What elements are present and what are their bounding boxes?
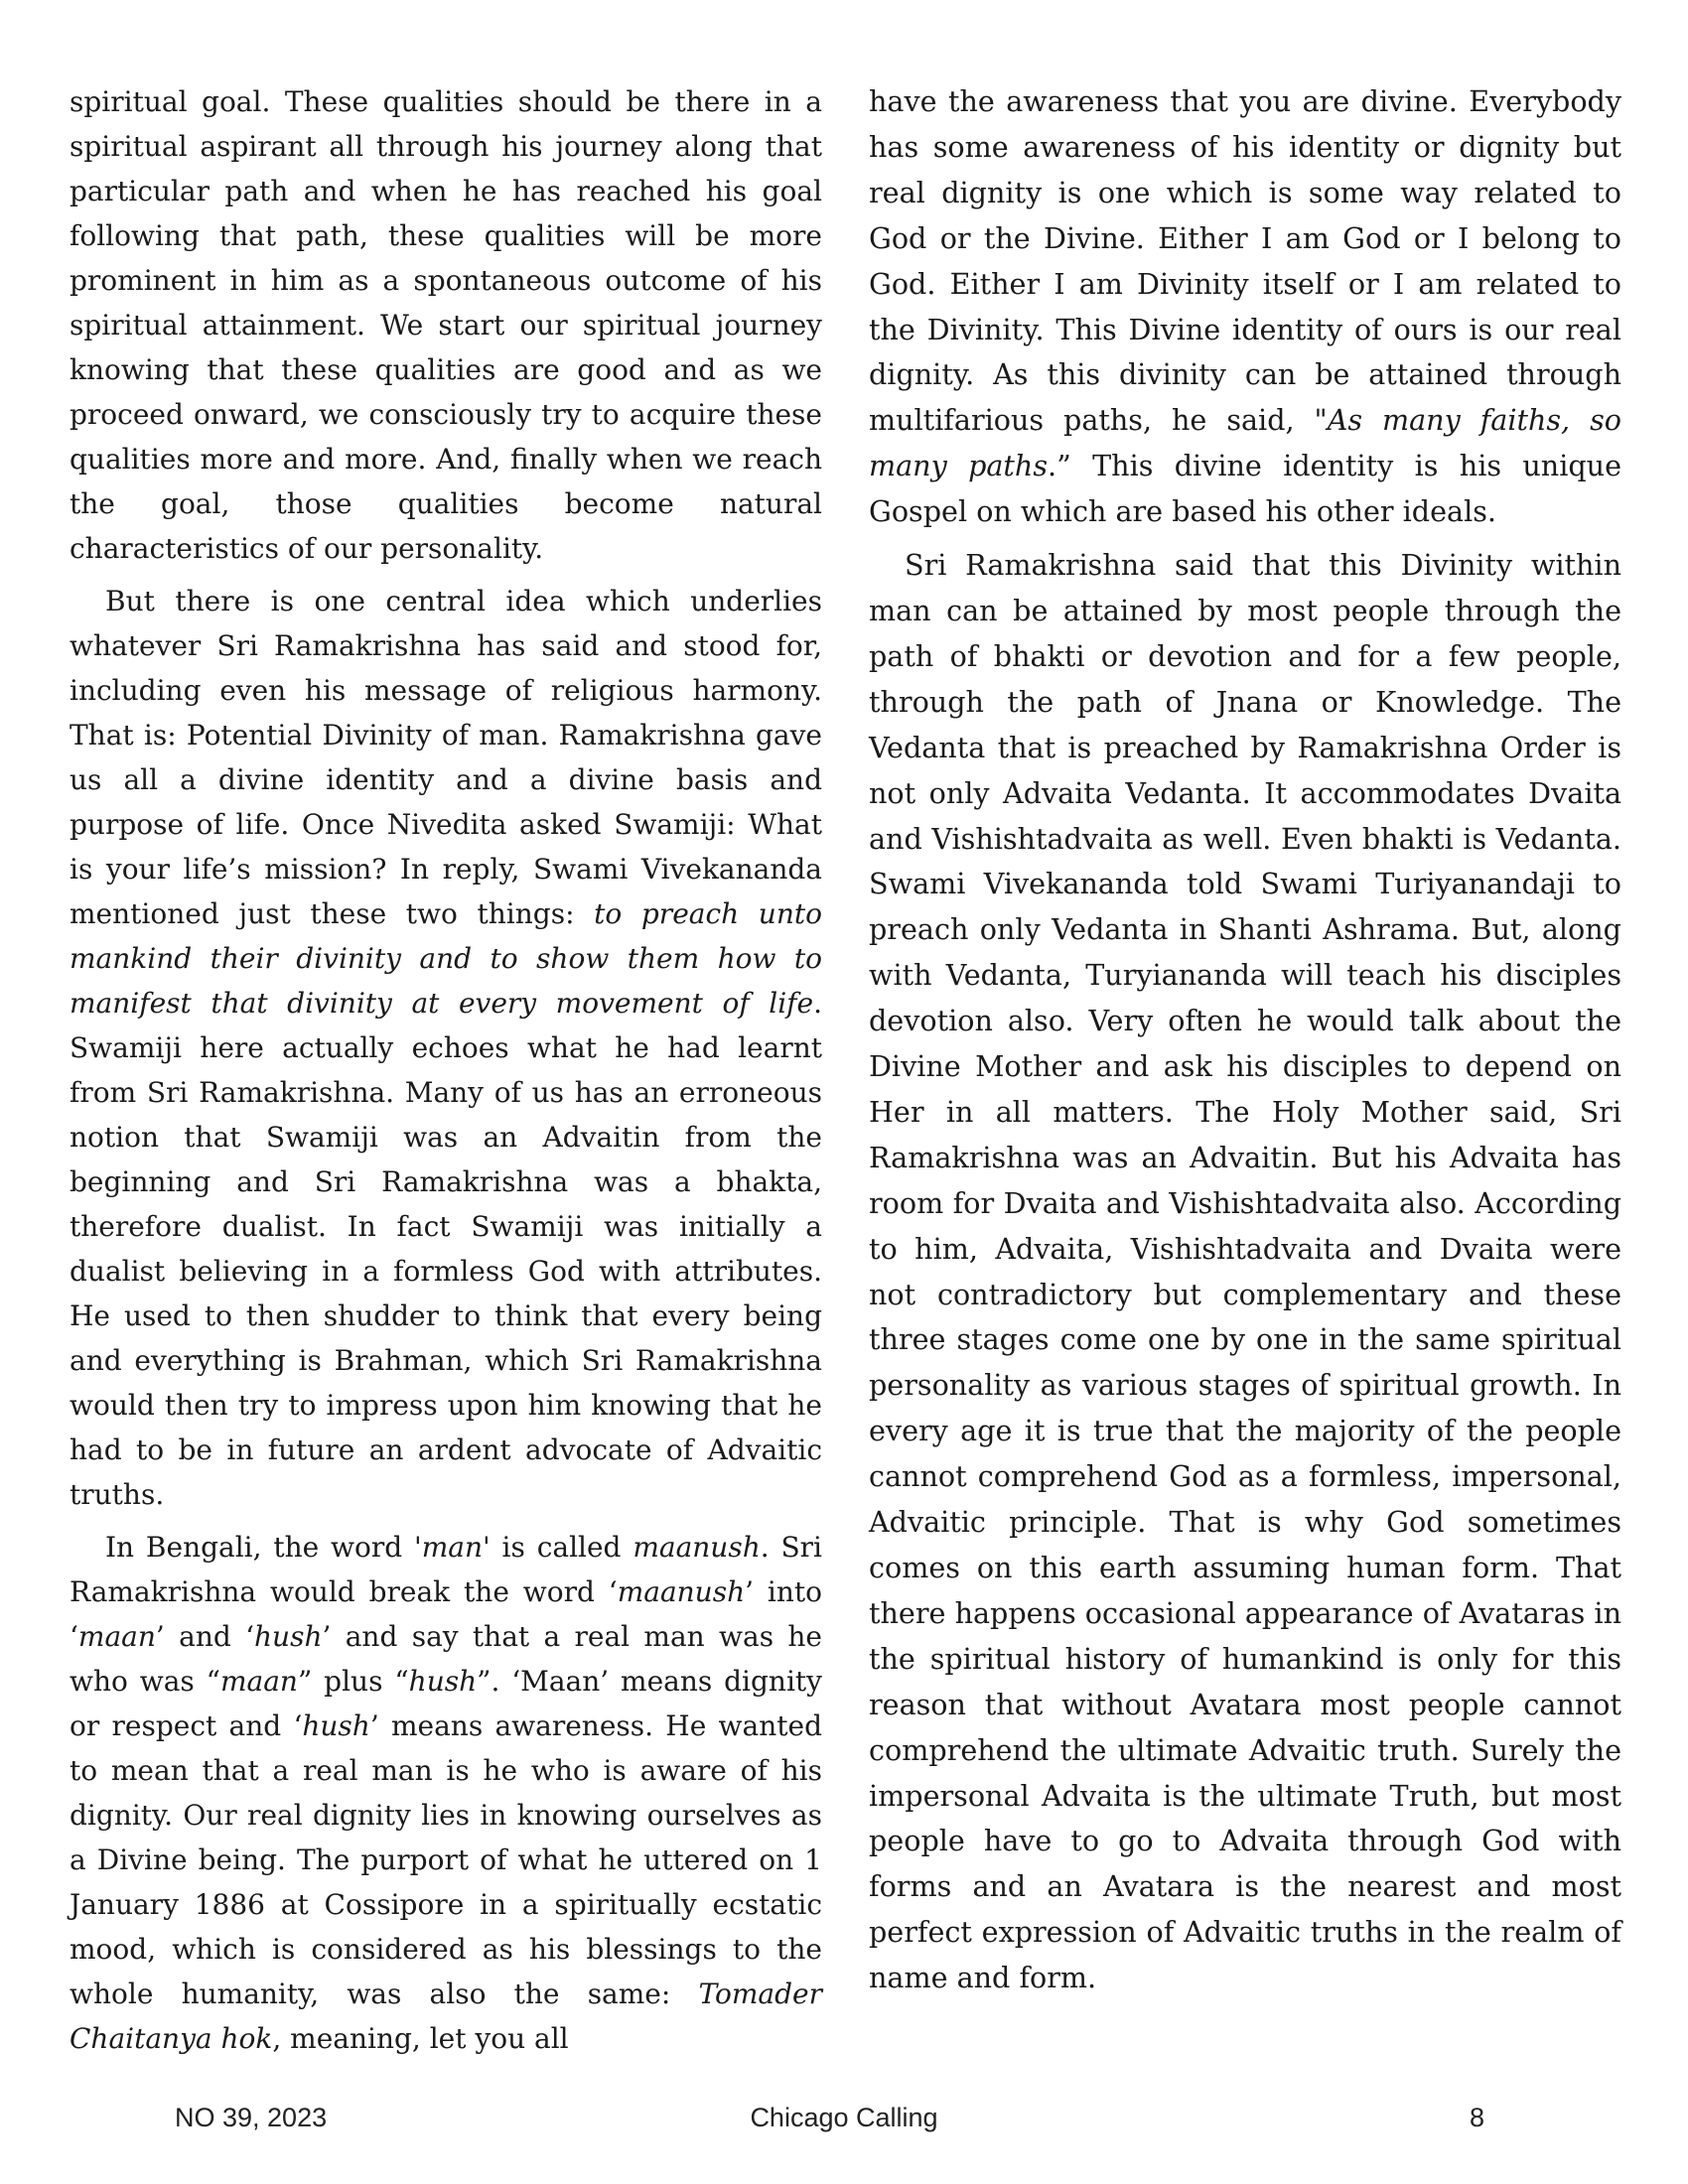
paragraph [70,1525,822,2061]
issue-number: NO 39, 2023 [175,2103,328,2132]
text-run: ' is called [483,1531,633,1564]
publication-title: Chicago Calling [750,2103,938,2132]
text-run: , meaning, let you all [272,2022,569,2055]
paragraph [70,579,822,1517]
text-run: In Bengali, the word ' [105,1531,422,1564]
text-run: ” plus “ [297,1665,409,1698]
text-run: ’ and ‘ [155,1620,255,1653]
page-number: 8 [1470,2103,1485,2132]
text-run: Sri Ramakrishna said that this Divinity within man can be attained by most people through the path of bhakti or devotion and for a few people, through the path of Jnana or Knowledge. The Vedanta that is preached by Ramakrishna Order is not only Advaita Vedanta. It accommodates Dvaita and Vishishtadvaita as well. Even bhakti is Vedanta. Swami Vivekananda told Swami Turiyanandaji to preach only Vedanta in Shanti Ashrama. But, along with Vedanta, Turyiananda will teach his disciples devotion also. Very often he would talk about the Divine Mother and ask his disciples to depend on Her in all matters. The Holy Mother said, Sri Ramakrishna was an Advaitin. But his Advaita has room for Dvaita and Vishishtadvaita also. According to him, Advaita, Vishishtadvaita and Dvaita were not contradictory but complementary and these three stages come one by one in the same spiritual personality as various stages of spiritual growth. In every age it is true that the majority of the people cannot comprehend God as a formless, impersonal, Advaitic principle. That is why God sometimes comes on this earth assuming human form. That there happens occasional appearance of Avataras in the spiritual history of humankind is only for this reason that without Avatara most people cannot comprehend the ultimate Advaitic truth. Surely the impersonal Advaita is the ultimate Truth, but most people have to go to Advaita through God with forms and an Avatara is the nearest and most perfect expression of Advaitic truths in the realm of name and form. [869,548,1621,1995]
italic-text: maanush [617,1575,746,1608]
left-column [70,79,822,2061]
paragraph [70,79,822,571]
italic-text: hush [254,1620,323,1653]
paragraph [869,79,1621,535]
italic-text: maan [77,1620,156,1653]
italic-text: man [421,1531,484,1564]
page-footer [0,2103,1688,2142]
italic-text: maan [219,1665,298,1698]
right-column [869,79,1621,2001]
text-run: ’ into ‘ [70,1575,822,1653]
text-run: But there is one central idea which underlies whatever Sri Ramakrishna has said and stood for, including even his message of religious harmony. That is: Potential Divinity of man. Ramakrishna gave us all a divine identity and a divine basis and purpose of life. Once Nivedita asked Swamiji: What is your life’s mission? In reply, Swami Vivekananda mentioned just these two things: [70,585,822,930]
italic-text: Tomader Chaitanya hok [70,1978,822,2055]
text-run: ’ and say that a real man was he who was “ [70,1620,822,1698]
italic-text: to preach unto mankind their divinity and to show them how to manifest that divinity at every movement of life [70,897,822,1020]
paragraph [869,543,1621,2001]
text-run: ”. ‘Maan’ means dignity or respect and ‘ [70,1665,822,1742]
italic-text: As many faiths, so many paths [869,403,1621,483]
text-run: ’ means awareness. He wanted to mean that a real man is he who is aware of his dignity. Our real dignity lies in knowing ourselves as a Divine being. The purport of what he uttered on 1 January 1886 at Cossipore in a spiritually ecstatic mood, which is considered as his blessings to the whole humanity, was also the same: [70,1709,822,2010]
text-run: .” This divine identity is his unique Gospel on which are based his other ideals. [869,449,1621,529]
text-run: spiritual goal. These qualities should be there in a spiritual aspirant all through his journey along that particular path and when he has reached his goal following that path, these qualities will be more prominent in him as a spontaneous outcome of his spiritual attainment. We start our spiritual journey knowing that these qualities are good and as we proceed onward, we consciously try to acquire these qualities more and more. And, finally when we reach the goal, those qualities become natural characteristics of our personality. [70,85,822,565]
italic-text: hush [302,1709,370,1742]
text-run: . Swamiji here actually echoes what he had learnt from Sri Ramakrishna. Many of us has an erroneous notion that Swamiji was an Advaitin from the beginning and Sri Ramakrishna was a bhakta, therefore dualist. In fact Swamiji was initially a dualist believing in a formless God with attributes. He used to then shudder to think that every being and everything is Brahman, which Sri Ramakrishna would then try to impress upon him knowing that he had to be in future an ardent advocate of Advaitic truths. [70,987,822,1511]
italic-text: hush [408,1665,478,1698]
text-run: . Sri Ramakrishna would break the word ‘ [70,1531,822,1608]
text-run: have the awareness that you are divine. Everybody has some awareness of his identity or dignity but real dignity is one which is some way related to God or the Divine. Either I am God or I belong to God. Either I am Divinity itself or I am related to the Divinity. This Divine identity of ours is our real dignity. As this divinity can be attained through multifarious paths, he said, " [869,84,1621,438]
italic-text: maanush [633,1531,761,1564]
